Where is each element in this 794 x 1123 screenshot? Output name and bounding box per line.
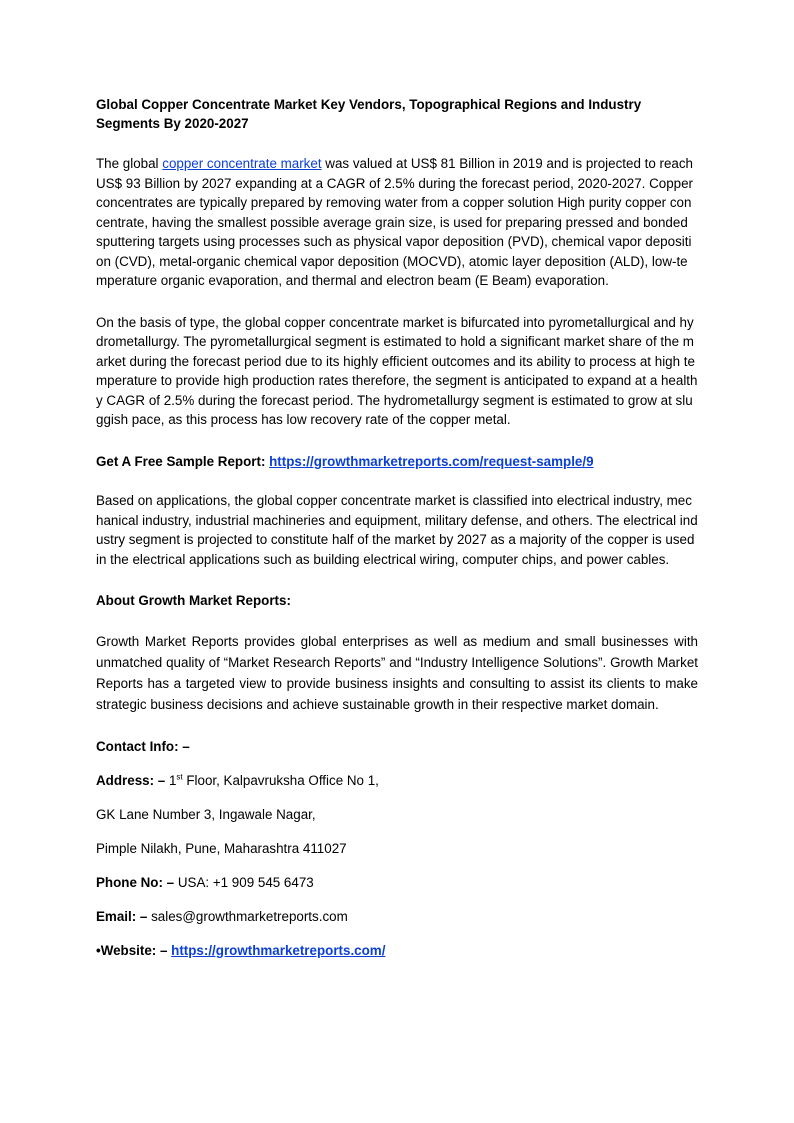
address-line-2: GK Lane Number 3, Ingawale Nagar, [96, 806, 316, 822]
phone-line [96, 873, 698, 892]
sample-report-line [96, 452, 698, 472]
sample-report-label: Get A Free Sample Report: [96, 453, 270, 469]
address-floor-number: 1 [165, 772, 177, 788]
email-label: Email: – [96, 908, 148, 924]
phone-label: Phone No: – [96, 874, 175, 890]
website-line [96, 941, 698, 960]
document-title: Global Copper Concentrate Market Key Vendors, Topographical Regions and Industry Segments By 2020-2027 [96, 97, 642, 131]
copper-concentrate-market-link[interactable]: copper concentrate market [162, 156, 322, 171]
type-paragraph: On the basis of type, the global copper concentrate market is bifurcated into pyrometallurgical and hydrometallurgy. The pyrometallurgical segment is estimated to hold a significant market share of the market during the forecast period due to its highly efficient outcomes and its ability to process at high temperature to provide high production rates therefore, the segment is anticipated to expand at a healthy CAGR of 2.5% during the forecast period. The hydrometallurgy segment is estimated to grow at sluggish pace, as this process has low recovery rate of the copper metal. [96, 314, 698, 427]
address-line-3: Pimple Nilakh, Pune, Maharashtra 411027 [96, 840, 347, 856]
intro-suffix: was valued at US$ 81 Billion in 2019 and is projected to reach US$ 93 Billion by 2027 expanding at a CAGR of 2.5% during the forecast period, 2020-2027. Copper concentrates are typically prepared by removing water from a copper solution High purity copper concentrate, having the smallest possible average grain size, is used for preparing pressed and bonded sputtering targets using processes such as physical vapor deposition (PVD), chemical vapor deposition (CVD), metal-organic chemical vapor deposition (MOCVD), atomic layer deposition (ALD), low-temperature organic evaporation, and thermal and electron beam (E Beam) evaporation. [96, 156, 694, 288]
address-line-1-text: Floor, Kalpavruksha Office No 1, [182, 772, 379, 788]
intro-prefix: The global [96, 156, 163, 171]
address-floor-superscript: st [176, 772, 183, 782]
email-value: sales@growthmarketreports.com [147, 908, 348, 924]
website-label: •Website: – [96, 942, 172, 958]
phone-value: USA: +1 909 545 6473 [174, 874, 314, 890]
contact-heading: Contact Info: – [96, 738, 190, 754]
document-body [96, 95, 698, 975]
about-heading: About Growth Market Reports: [96, 593, 291, 608]
applications-paragraph: Based on applications, the global copper concentrate market is classified into electrical industry, mechanical industry, industrial machineries and equipment, military defense, and others. The electrical industry segment is projected to constitute half of the market by 2027 as a majority of the copper is used in the electrical applications such as building electrical wiring, computer chips, and power cables. [96, 493, 698, 567]
email-line [96, 907, 698, 926]
intro-paragraph [96, 154, 698, 291]
sample-report-link[interactable]: https://growthmarketreports.com/request-sample/9 [269, 453, 594, 469]
website-link[interactable]: https://growthmarketreports.com/ [171, 942, 386, 958]
address-line-1 [96, 771, 698, 790]
contact-block [96, 737, 698, 960]
address-label: Address: – [96, 772, 166, 788]
about-paragraph: Growth Market Reports provides global enterprises as well as medium and small businesses with unmatched quality of “Market Research Reports” and “Industry Intelligence Solutions”. Growth Market Reports has a targeted view to provide business insights and consulting to assist its clients to make strategic business decisions and achieve sustainable growth in their respective market domain. [96, 633, 698, 712]
